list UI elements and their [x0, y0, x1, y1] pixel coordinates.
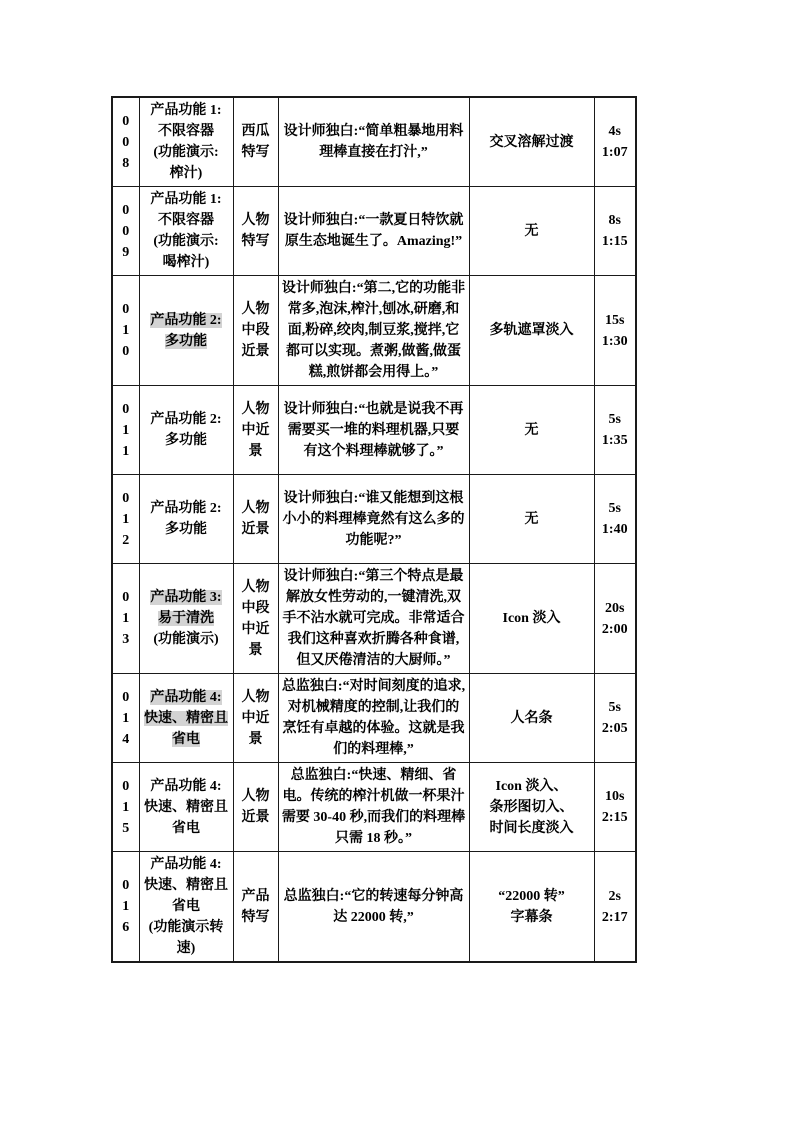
feature-text: (功能演示)	[153, 632, 219, 647]
storyboard-table-container	[111, 96, 637, 963]
feature-cell	[139, 852, 233, 963]
feature-line	[143, 498, 230, 519]
effect-cell: 无	[469, 187, 594, 276]
feature-line	[143, 189, 230, 210]
feature-cell	[139, 276, 233, 386]
dialogue-cell: 总监独白:“对时间刻度的追求,对机械精度的控制,让我们的烹饪有卓越的体验。这就是我们的料理棒,”	[278, 674, 469, 763]
feature-text: 不限容器	[158, 213, 214, 228]
feature-text: 多功能	[165, 433, 207, 448]
storyboard-rows	[112, 97, 636, 962]
shot-type-cell: 人物中近景	[233, 386, 278, 475]
feature-line	[143, 708, 230, 729]
feature-line	[143, 608, 230, 629]
highlighted-feature-text: 快速、精密且	[144, 710, 228, 726]
feature-line	[143, 100, 230, 121]
shot-type-cell: 人物特写	[233, 187, 278, 276]
shot-number-cell: 0 0 9	[112, 187, 139, 276]
dialogue-cell: 设计师独白:“简单粗暴地用料理棒直接在打汁,”	[278, 97, 469, 187]
shot-number-cell: 0 1 2	[112, 475, 139, 564]
feature-line	[143, 729, 230, 750]
shot-type-cell: 人物近景	[233, 475, 278, 564]
feature-cell	[139, 564, 233, 674]
shot-number-cell: 0 1 3	[112, 564, 139, 674]
duration-cell: 5s 1:40	[594, 475, 636, 564]
feature-line	[143, 587, 230, 608]
feature-text: (功能演示:	[153, 234, 219, 249]
feature-text: 喝榨汁)	[162, 255, 210, 270]
shot-number-cell: 0 0 8	[112, 97, 139, 187]
duration-cell: 20s 2:00	[594, 564, 636, 674]
feature-line	[143, 938, 230, 959]
feature-text: 不限容器	[158, 124, 214, 139]
duration-cell: 8s 1:15	[594, 187, 636, 276]
feature-text: 省电	[172, 820, 200, 836]
feature-text: 产品功能 1:	[150, 103, 222, 118]
feature-line	[143, 210, 230, 231]
shot-number-cell: 0 1 0	[112, 276, 139, 386]
shot-type-cell: 产品特写	[233, 852, 278, 963]
effect-cell: 交叉溶解过渡	[469, 97, 594, 187]
dialogue-cell: 总监独白:“快速、精细、省电。传统的榨汁机做一杯果汁需要 30-40 秒,而我们的料理棒只需 18 秒。”	[278, 763, 469, 852]
feature-text: 产品功能 4:	[150, 857, 222, 872]
shot-type-cell: 人物中段近景	[233, 276, 278, 386]
shot-number-cell: 0 1 4	[112, 674, 139, 763]
feature-line	[143, 875, 230, 896]
shot-number-cell: 0 1 5	[112, 763, 139, 852]
feature-text: 省电	[172, 899, 200, 914]
feature-cell	[139, 763, 233, 852]
effect-cell: 多轨遮罩淡入	[469, 276, 594, 386]
feature-cell	[139, 97, 233, 187]
highlighted-feature-text: 产品功能 2:	[150, 312, 222, 328]
highlighted-feature-text: 产品功能 3:	[150, 590, 222, 605]
storyboard-row	[112, 763, 636, 852]
feature-line	[143, 430, 230, 451]
feature-line	[143, 331, 230, 352]
feature-text: 产品功能 2:	[150, 501, 222, 516]
feature-line	[143, 142, 230, 163]
duration-cell: 15s 1:30	[594, 276, 636, 386]
effect-cell: 无	[469, 386, 594, 475]
feature-line	[143, 818, 230, 839]
feature-line	[143, 121, 230, 142]
effect-cell: 人名条	[469, 674, 594, 763]
duration-cell: 5s 2:05	[594, 674, 636, 763]
storyboard-row	[112, 97, 636, 187]
feature-text: 快速、精密且	[144, 878, 228, 893]
storyboard-row	[112, 475, 636, 564]
feature-text: 快速、精密且	[144, 799, 228, 815]
storyboard-row	[112, 386, 636, 475]
dialogue-cell: 总监独白:“它的转速每分钟高达 22000 转,”	[278, 852, 469, 963]
feature-line	[143, 629, 230, 650]
duration-cell: 10s 2:15	[594, 763, 636, 852]
storyboard-row	[112, 187, 636, 276]
feature-line	[143, 687, 230, 708]
feature-line	[143, 854, 230, 875]
feature-text: 产品功能 1:	[150, 192, 222, 207]
feature-line	[143, 310, 230, 331]
highlighted-feature-text: 多功能	[165, 333, 207, 349]
dialogue-cell: 设计师独白:“第二,它的功能非常多,泡沫,榨汁,刨冰,研磨,和面,粉碎,绞肉,制豆浆,搅拌,它都可以实现。煮粥,做酱,做蛋糕,煎饼都会用得上。”	[278, 276, 469, 386]
feature-line	[143, 797, 230, 818]
feature-line	[143, 896, 230, 917]
feature-text: (功能演示转	[148, 920, 224, 935]
feature-cell	[139, 674, 233, 763]
feature-line	[143, 917, 230, 938]
storyboard-row	[112, 276, 636, 386]
storyboard-row	[112, 674, 636, 763]
dialogue-cell: 设计师独白:“也就是说我不再需要买一堆的料理机器,只要有这个料理棒就够了。”	[278, 386, 469, 475]
shot-type-cell: 西瓜特写	[233, 97, 278, 187]
dialogue-cell: 设计师独白:“谁又能想到这根小小的料理棒竟然有这么多的功能呢?”	[278, 475, 469, 564]
storyboard-row	[112, 564, 636, 674]
feature-text: (功能演示:	[153, 145, 219, 160]
effect-cell: “22000 转” 字幕条	[469, 852, 594, 963]
shot-type-cell: 人物近景	[233, 763, 278, 852]
storyboard-table	[111, 96, 637, 963]
feature-cell	[139, 475, 233, 564]
highlighted-feature-text: 易于清洗	[158, 611, 214, 626]
feature-line	[143, 519, 230, 540]
feature-text: 速)	[176, 941, 196, 956]
feature-line	[143, 231, 230, 252]
feature-line	[143, 252, 230, 273]
feature-line	[143, 409, 230, 430]
highlighted-feature-text: 省电	[172, 731, 200, 747]
effect-cell: 无	[469, 475, 594, 564]
duration-cell: 5s 1:35	[594, 386, 636, 475]
feature-text: 多功能	[165, 522, 207, 537]
feature-text: 榨汁)	[169, 166, 203, 181]
duration-cell: 4s 1:07	[594, 97, 636, 187]
feature-text: 产品功能 4:	[150, 778, 222, 794]
shot-number-cell: 0 1 1	[112, 386, 139, 475]
effect-cell: Icon 淡入、 条形图切入、 时间长度淡入	[469, 763, 594, 852]
dialogue-cell: 设计师独白:“一款夏日特饮就原生态地诞生了。Amazing!”	[278, 187, 469, 276]
shot-type-cell: 人物中近景	[233, 674, 278, 763]
feature-cell	[139, 386, 233, 475]
storyboard-row	[112, 852, 636, 963]
effect-cell: Icon 淡入	[469, 564, 594, 674]
shot-number-cell: 0 1 6	[112, 852, 139, 963]
feature-text: 产品功能 2:	[150, 412, 222, 427]
feature-line	[143, 163, 230, 184]
highlighted-feature-text: 产品功能 4:	[150, 689, 222, 705]
dialogue-cell: 设计师独白:“第三个特点是最解放女性劳动的,一键清洗,双手不沾水就可完成。非常适合我们这种喜欢折腾各种食谱,但又厌倦清洁的大厨师。”	[278, 564, 469, 674]
duration-cell: 2s 2:17	[594, 852, 636, 963]
feature-line	[143, 776, 230, 797]
shot-type-cell: 人物中段中近景	[233, 564, 278, 674]
feature-cell	[139, 187, 233, 276]
